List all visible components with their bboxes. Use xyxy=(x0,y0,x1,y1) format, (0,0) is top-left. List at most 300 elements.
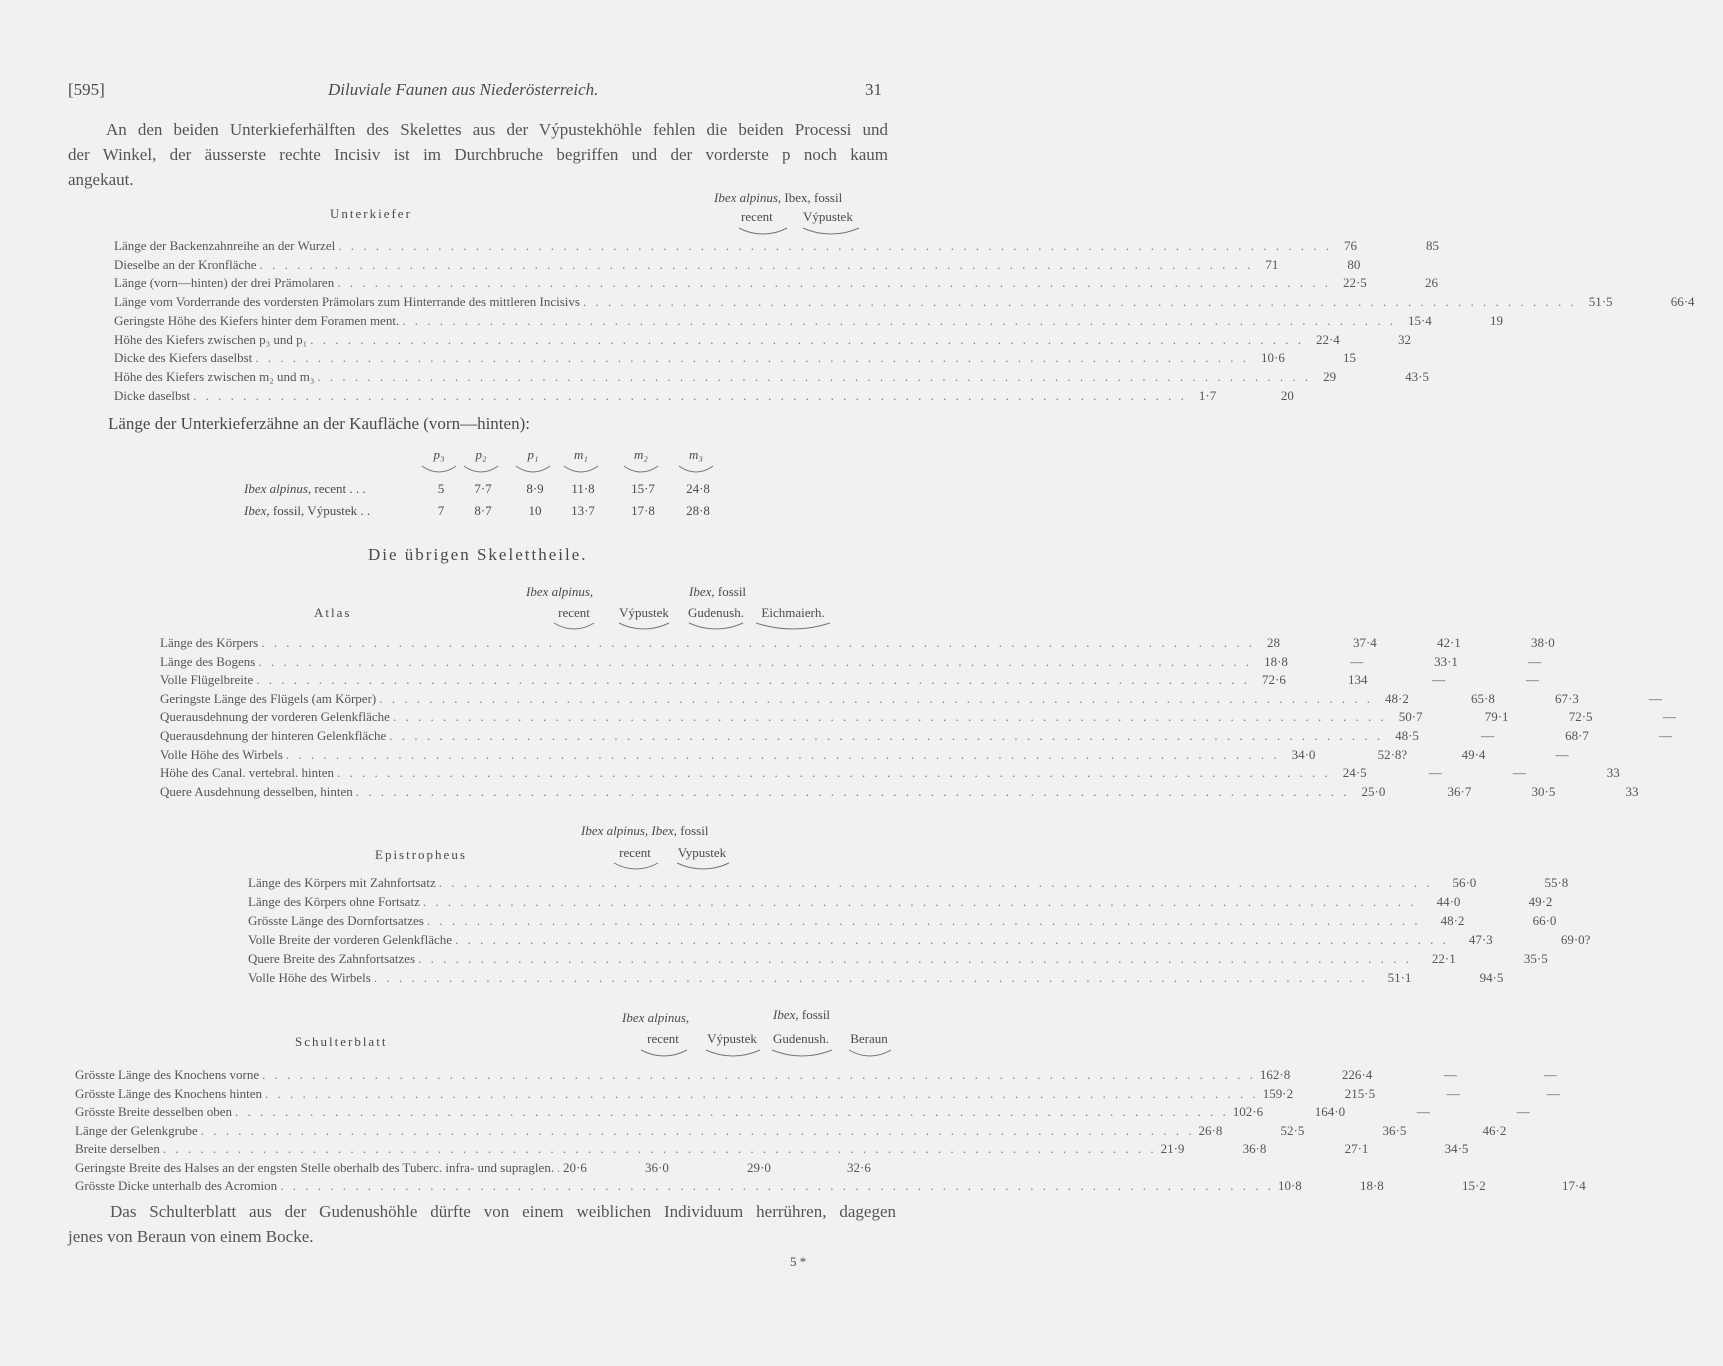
schulterblatt-row-value: — xyxy=(1516,1104,1530,1119)
schulterblatt-row-value: 18·8 xyxy=(1359,1178,1384,1193)
atlas-row-label: Länge des Bogens xyxy=(160,653,256,669)
atlas-row-value: — xyxy=(1350,653,1364,669)
atlas-row-values xyxy=(1250,671,1586,689)
epistropheus-row-value: 49·2 xyxy=(1528,894,1553,909)
atlas-row-value: — xyxy=(1659,728,1673,743)
leader-dots: . . . . . . . . . . . . . . . . . . . . . . . . . . . . . . . . . . . . . . . . . . . . . . . . . . . . . . . . . . . . . . . . . . . . . . . . . . . . . . . . xyxy=(280,1178,1274,1193)
table1-row-value: 71 xyxy=(1265,256,1279,272)
atlas-row-values xyxy=(1373,690,1709,708)
teeth-col-brace xyxy=(563,465,599,473)
table1-row-value: 20 xyxy=(1280,387,1294,403)
table1-row-values xyxy=(1396,312,1536,330)
teeth-value: 24·8 xyxy=(686,481,710,496)
schulterblatt-row-value: 10·8 xyxy=(1277,1178,1302,1193)
leader-dots: . . . . . . . . . . . . . . . . . . . . . . . . . . . . . . . . . . . . . . . . . . . . . . . . . . . . . . . . . . . . . . . . . . . . . . . . . . . . . . . . xyxy=(373,970,1368,985)
table1-row-value: 66·4 xyxy=(1670,294,1695,310)
schulterblatt-row-value: 27·1 xyxy=(1344,1141,1369,1156)
teeth-col-brace xyxy=(623,465,659,473)
atlas-row-value: — xyxy=(1649,690,1662,706)
atlas-row-value: 33 xyxy=(1606,765,1620,781)
schulterblatt-row-label: Breite derselben xyxy=(75,1141,160,1156)
schulterblatt-row-value: 26·8 xyxy=(1198,1122,1223,1138)
table1-row-value: 76 xyxy=(1343,238,1357,253)
leader-dots: . . . . . . . . . . . . . . . . . . . . . . . . . . . . . . . . . . . . . . . . . . . . . . . . . . . . . . . . . . . . . . . . . . . . . . . . . . . . . . . . xyxy=(235,1104,1229,1119)
schulterblatt-row-values xyxy=(1256,1066,1594,1084)
epistropheus-row-label: Quere Breite des Zahnfortsatzes xyxy=(248,951,416,966)
epistropheus-row-values xyxy=(1432,874,1604,892)
schulterblatt-row-label: Grösste Breite desselben oben xyxy=(75,1104,233,1119)
outro-line-1: Das Schulterblatt aus der Gudenushöhle dürfte von einem weiblichen Individuum herrühren, dagegen xyxy=(110,1202,896,1221)
epistropheus-row-value: 69·0? xyxy=(1560,932,1591,947)
table1-row-values xyxy=(1311,368,1451,386)
schulterblatt-title: Schulterblatt xyxy=(295,1034,388,1049)
teeth-value: 10 xyxy=(528,503,542,518)
leader-dots: . . . . . . . . . . . . . . . . . . . . . . . . . . . . . . . . . . . . . . . . . . . . . . . . . . . . . . . . . . . . . . . . . . . . . . . . . . . . . . . . xyxy=(259,256,1254,272)
schulterblatt-row-values xyxy=(1259,1085,1597,1103)
epistropheus-row xyxy=(248,931,1591,949)
schulterblatt-row-value: 32·6 xyxy=(847,1159,871,1175)
schulterblatt-row-value: 17·4 xyxy=(1561,1178,1586,1193)
schulter-col-header: Výpustek xyxy=(707,1031,757,1046)
atlas-row xyxy=(160,708,1676,726)
teeth-value: 11·8 xyxy=(571,481,595,496)
table1-row xyxy=(114,349,1357,367)
schulter-group2-name: Ibex, xyxy=(773,1007,799,1022)
table1-row-value: 29 xyxy=(1323,368,1337,384)
epi-col-header: Vypustek xyxy=(677,845,727,860)
leader-dots: . . . . . . . . . . . . . . . . . . . . . . . . . . . . . . . . . . . . . . . . . . . . . . . . . . . . . . . . . . . . . . . . . . . . . . . . . . . . . . . . xyxy=(389,728,1384,743)
atlas-row-value: 24·5 xyxy=(1342,765,1367,781)
teeth-col-header: m₂ xyxy=(634,447,648,462)
teeth-value: 17·8 xyxy=(631,503,655,518)
schulterblatt-row-value: 34·5 xyxy=(1444,1141,1469,1156)
atlas-row xyxy=(160,783,1639,801)
table1-title: Unterkiefer xyxy=(330,206,412,221)
outro-line-2: jenes von Beraun von einem Bocke. xyxy=(68,1227,314,1246)
atlas-row-value: 48·5 xyxy=(1395,728,1419,743)
table1-brace-1 xyxy=(738,227,788,235)
leader-dots: . . . . . . . . . . . . . . . . . . . . . . . . . . . . . . . . . . . . . . . . . . . . . . . . . . . . . . . . . . . . . . . . . . . . . . . . . . . . . . . . xyxy=(265,1085,1259,1101)
outro-paragraph xyxy=(68,1199,896,1249)
schulterblatt-row-value: 15·2 xyxy=(1461,1178,1486,1193)
teeth-species: Ibex, xyxy=(244,503,270,518)
schulter-col-brace xyxy=(705,1049,761,1057)
table1-row xyxy=(114,237,1439,255)
epistropheus-row xyxy=(248,874,1569,892)
schulterblatt-row-values xyxy=(1194,1122,1532,1140)
atlas-row-values xyxy=(1255,634,1591,652)
schulterblatt-row-value: 164·0 xyxy=(1314,1104,1346,1119)
epi-col-brace xyxy=(613,862,659,870)
schulterblatt-row-values xyxy=(1274,1177,1612,1195)
teeth-value: 5 xyxy=(437,481,445,496)
atlas-row-value: — xyxy=(1432,672,1446,688)
epistropheus-row xyxy=(248,950,1548,968)
table1-row xyxy=(114,312,1503,330)
atlas-row-value: 134 xyxy=(1348,672,1368,688)
atlas-row xyxy=(160,746,1569,764)
table1-row xyxy=(114,331,1411,349)
signature-mark: 5 * xyxy=(790,1254,807,1269)
teeth-col-header: p₂ xyxy=(475,447,487,462)
table1-group-header xyxy=(714,190,842,206)
teeth-row-label xyxy=(244,481,366,497)
schulterblatt-row xyxy=(75,1085,1560,1103)
schulterblatt-row-value: 159·2 xyxy=(1262,1085,1294,1101)
table1-row-values xyxy=(1253,256,1393,274)
atlas-row-value: 38·0 xyxy=(1530,635,1555,650)
atlas-row-values xyxy=(1280,746,1616,764)
teeth-col-header: p₃ xyxy=(433,447,445,462)
atlas-group2 xyxy=(689,584,746,600)
teeth-col-brace xyxy=(678,465,714,473)
atlas-col-header: Výpustek xyxy=(619,605,669,620)
atlas-row-value: 37·4 xyxy=(1352,635,1377,650)
teeth-value: 8·7 xyxy=(474,503,492,518)
teeth-value: 7 xyxy=(437,503,445,518)
leader-dots: . . . . . . . . . . . . . . . . . . . . . . . . . . . . . . . . . . . . . . . . . . . . . . . . . . . . . . . . . . . . . . . . . . . . . . . . . . . . . . . . xyxy=(422,894,1417,909)
leader-dots: . . . . . . . . . . . . . . . . . . . . . . . . . . . . . . . . . . . . . . . . . . . . . . . . . . . . . . . . . . . . . . . . . . . . . . . . . . . . . . . . xyxy=(337,765,1331,781)
table1-row-label: Dicke daselbst xyxy=(114,387,191,403)
running-title: Diluviale Faunen aus Niederösterreich. xyxy=(328,80,599,99)
leader-dots: . . . . . . . . . . . . . . . . . . . . . . . . . . . . . . . . . . . . . . . . . . . . . . . . . . . . . . . . . . . . . . . . . . . . . . . . . . . . . . . . xyxy=(256,672,1251,688)
atlas-row xyxy=(160,671,1540,689)
atlas-row-value: 49·4 xyxy=(1461,746,1486,762)
schulter-group1: Ibex alpinus, xyxy=(622,1010,690,1025)
table1-row-label: Höhe des Kiefers zwischen p₃ und p₁ xyxy=(114,331,308,347)
epistropheus-row-value: 56·0 xyxy=(1452,875,1477,890)
atlas-row-label: Volle Flügelbreite xyxy=(160,672,254,688)
atlas-row-values xyxy=(1252,653,1588,671)
table1-row-values xyxy=(1187,387,1327,405)
section-heading: Die übrigen Skelettheile. xyxy=(368,545,588,564)
table1-row xyxy=(114,274,1438,292)
atlas-row-label: Länge des Körpers xyxy=(160,635,259,650)
table1-row-label: Höhe des Kiefers zwischen m₂ und m₃ xyxy=(114,368,315,384)
epistropheus-row xyxy=(248,912,1557,930)
table1-row-label: Dieselbe an der Kronfläche xyxy=(114,256,257,272)
page-marker: [595] xyxy=(68,80,105,99)
leader-dots: . . . . . . . . . . . . . . . . . . . . . . . . . . . . . . . . . . . . . . . . . . . . . . . . . . . . . . . . . . . . . . . . . . . . . . . . . . . . . . . . xyxy=(193,387,1187,403)
epistropheus-row-label: Länge des Körpers mit Zahnfortsatz xyxy=(248,875,436,890)
atlas-row-value: 65·8 xyxy=(1471,690,1495,706)
atlas-row-value: — xyxy=(1662,709,1676,725)
table1-row xyxy=(114,368,1429,386)
atlas-row-value: — xyxy=(1526,672,1540,688)
epistropheus-row-values xyxy=(1368,969,1540,987)
table1-row-label: Geringste Höhe des Kiefers hinter dem Foramen ment. xyxy=(114,312,400,328)
epistropheus-row-values xyxy=(1417,893,1589,911)
schulterblatt-row-values xyxy=(559,1159,897,1177)
table1-row xyxy=(114,387,1294,405)
epistropheus-row-value: 66·0 xyxy=(1532,913,1557,928)
teeth-value: 28·8 xyxy=(686,503,710,518)
epistropheus-group-header xyxy=(581,823,708,839)
table1-row-value: 22·5 xyxy=(1342,275,1367,291)
epistropheus-row-label: Volle Höhe des Wirbels xyxy=(248,970,371,985)
table1-row-value: 32 xyxy=(1397,331,1411,347)
table1-row-value: 51·5 xyxy=(1588,294,1613,310)
atlas-row xyxy=(160,653,1542,671)
table1-row-label: Länge der Backenzahnreihe an der Wurzel xyxy=(114,238,336,253)
schulterblatt-row-label: Geringste Breite des Halses an der engsten Stelle oberhalb des Tuberc. infra- und supraglen. xyxy=(75,1159,555,1175)
schulterblatt-row-value: 162·8 xyxy=(1259,1067,1291,1082)
schulterblatt-row-label: Grösste Länge des Knochens vorne xyxy=(75,1067,260,1082)
atlas-row xyxy=(160,634,1555,652)
teeth-col-brace xyxy=(515,465,551,473)
schulterblatt-row xyxy=(75,1159,897,1177)
atlas-row-label: Querausdehnung der hinteren Gelenkfläche xyxy=(160,728,387,743)
table1-row-value: 80 xyxy=(1347,256,1361,272)
table1-row-values xyxy=(1331,274,1471,292)
leader-dots: . . . . . . . . . . . . . . . . . . . . . . . . . . . . . . . . . . . . . . . . . . . . . . . . . . . . . . . . . . . . . . . . . . . . . . . . . . . . . . . . xyxy=(402,312,1396,328)
atlas-row xyxy=(160,764,1620,782)
epistropheus-title: Epistropheus xyxy=(375,847,467,862)
schulterblatt-row-value: 36·8 xyxy=(1242,1141,1267,1156)
atlas-row-value: 30·5 xyxy=(1531,783,1556,799)
schulter-col-header: Beraun xyxy=(850,1031,888,1046)
table1-row-value: 26 xyxy=(1424,275,1438,291)
table1-row-value: 15·4 xyxy=(1407,312,1432,328)
atlas-col-brace xyxy=(688,622,744,630)
atlas-row-value: 18·8 xyxy=(1264,653,1288,669)
atlas-col-brace xyxy=(618,622,670,630)
schulter-col-brace xyxy=(771,1049,833,1057)
schulter-col-brace xyxy=(640,1049,688,1057)
schulterblatt-row-values xyxy=(1157,1140,1495,1158)
schulterblatt-row-value: 46·2 xyxy=(1482,1122,1507,1138)
schulter-group2 xyxy=(773,1007,830,1023)
table1-row-values xyxy=(1249,349,1389,367)
atlas-row-label: Querausdehnung der vorderen Gelenkfläche xyxy=(160,709,390,725)
schulter-col-header: recent xyxy=(647,1031,679,1046)
table1-row-value: 85 xyxy=(1425,238,1439,253)
atlas-row-value: 79·1 xyxy=(1484,709,1509,725)
schulterblatt-row-value: 21·9 xyxy=(1160,1141,1185,1156)
epistropheus-row-value: 48·2 xyxy=(1440,913,1465,928)
atlas-col-header: Eichmaierh. xyxy=(761,605,825,620)
leader-dots: . . . . . . . . . . . . . . . . . . . . . . . . . . . . . . . . . . . . . . . . . . . . . . . . . . . . . . . . . . . . . . . . . . . . . . . . . . . . . . . . xyxy=(582,294,1577,310)
schulterblatt-row xyxy=(75,1066,1557,1084)
schulter-group2-fossil: fossil xyxy=(801,1007,831,1022)
teeth-source: fossil, Výpustek . . xyxy=(272,503,371,518)
atlas-row-value: 72·6 xyxy=(1262,672,1286,688)
table1-row-label: Dicke des Kiefers daselbst xyxy=(114,350,253,366)
atlas-row-value: — xyxy=(1481,728,1495,743)
schulterblatt-row-value: — xyxy=(1446,1085,1460,1101)
atlas-row-value: 36·7 xyxy=(1447,783,1472,799)
table1-row-value: 19 xyxy=(1489,312,1503,328)
table1-group1: Ibex alpinus, xyxy=(714,190,782,205)
leader-dots: . . . . . . . . . . . . . . . . . . . . . . . . . . . . . . . . . . . . . . . . . . . . . . . . . . . . . . . . . . . . . . . . . . . . . . . . . . . . . . . . xyxy=(261,635,1255,650)
schulterblatt-row-value: 36·0 xyxy=(645,1159,669,1175)
epistropheus-row-value: 35·5 xyxy=(1523,951,1548,966)
atlas-row-value: 33 xyxy=(1625,783,1639,799)
schulterblatt-row-value: — xyxy=(1543,1067,1557,1082)
atlas-row-label: Geringste Länge des Flügels (am Körper) xyxy=(160,690,377,706)
epistropheus-row-values xyxy=(1449,931,1621,949)
schulterblatt-row-label: Länge der Gelenkgrube xyxy=(75,1122,198,1138)
epistropheus-row-value: 44·0 xyxy=(1436,894,1461,909)
leader-dots: . . . . . . . . . . . . . . . . . . . . . . . . . . . . . . . . . . . . . . . . . . . . . . . . . . . . . . . . . . . . . . . . . . . . . . . . . . . . . . . . xyxy=(455,932,1449,947)
table1-col-vypustek: Výpustek xyxy=(803,209,853,224)
atlas-row-value: 72·5 xyxy=(1568,709,1593,725)
epi-col-header: recent xyxy=(619,845,651,860)
atlas-row-values xyxy=(1387,708,1723,726)
teeth-col-brace xyxy=(421,465,457,473)
intro-paragraph xyxy=(68,117,888,192)
teeth-heading: Länge der Unterkieferzähne an der Kaufläche (vorn—hinten): xyxy=(108,414,530,433)
epi-col-brace xyxy=(676,862,730,870)
atlas-title: Atlas xyxy=(314,605,352,620)
schulterblatt-row xyxy=(75,1103,1530,1121)
schulterblatt-row-values xyxy=(1229,1103,1567,1121)
intro-line-3: angekaut. xyxy=(68,170,134,189)
atlas-col-header: Gudenush. xyxy=(688,605,744,620)
atlas-col-header: recent xyxy=(558,605,590,620)
leader-dots: . . . . . . . . . . . . . . . . . . . . . . . . . . . . . . . . . . . . . . . . . . . . . . . . . . . . . . . . . . . . . . . . . . . . . . . . . . . . . . . . xyxy=(337,275,1331,291)
table1-row xyxy=(114,293,1695,311)
atlas-row-value: 52·8? xyxy=(1377,746,1408,762)
epi-group1: Ibex alpinus, xyxy=(581,823,649,838)
epistropheus-row xyxy=(248,969,1504,987)
table1-brace-2 xyxy=(802,227,860,235)
table1-row-value: 10·6 xyxy=(1261,350,1285,366)
atlas-group2-fossil: fossil xyxy=(717,584,747,599)
table1-row-values xyxy=(1304,331,1444,349)
table1-row-label: Länge (vorn—hinten) der drei Prämolaren xyxy=(114,275,335,291)
epistropheus-row-label: Grösste Länge des Dornfortsatzes xyxy=(248,913,424,928)
schulter-col-header: Gudenush. xyxy=(773,1031,829,1046)
schulterblatt-row-value: 52·5 xyxy=(1280,1122,1305,1138)
teeth-value: 15·7 xyxy=(631,481,655,496)
epistropheus-row-value: 47·3 xyxy=(1468,932,1493,947)
schulterblatt-row-value: 226·4 xyxy=(1341,1067,1373,1082)
teeth-value: 8·9 xyxy=(526,481,544,496)
table1-row-values xyxy=(1332,237,1472,255)
table1-row-value: 22·4 xyxy=(1315,331,1340,347)
table1-row-value: 15 xyxy=(1343,350,1357,366)
table1-group2: Ibex, fossil xyxy=(784,190,843,205)
leader-dots: . . . . . . . . . . . . . . . . . . . . . . . . . . . . . . . . . . . . . . . . . . . . . . . . . . . . . . . . . . . . . . . . . . . . . . . . . . . . . . . . xyxy=(162,1141,1157,1156)
teeth-col-header: m₁ xyxy=(574,447,588,462)
leader-dots: . . . . . . . . . . . . . . . . . . . . . . . . . . . . . . . . . . . . . . . . . . . . . . . . . . . . . . . . . . . . . . . . . . . . . . . . . . . . . . . . xyxy=(255,350,1250,366)
leader-dots: . . . . . . . . . . . . . . . . . . . . . . . . . . . . . . . . . . . . . . . . . . . . . . . . . . . . . . . . . . . . . . . . . . . . . . . . . . . . . . . . xyxy=(355,783,1350,799)
page-number: 31 xyxy=(865,80,882,99)
intro-line-1: An den beiden Unterkieferhälften des Skelettes aus der Výpustekhöhle fehlen die beiden Processi und xyxy=(106,120,888,139)
table1-row-values xyxy=(1577,293,1717,311)
atlas-row-value: 33·1 xyxy=(1434,653,1458,669)
epistropheus-row xyxy=(248,893,1553,911)
atlas-row-value: 25·0 xyxy=(1361,783,1386,799)
schulterblatt-row-value: 20·6 xyxy=(563,1159,587,1175)
schulterblatt-row-value: — xyxy=(1546,1085,1560,1101)
teeth-col-brace xyxy=(463,465,499,473)
teeth-source: recent . . . xyxy=(314,481,366,496)
epistropheus-row-value: 55·8 xyxy=(1544,875,1569,890)
leader-dots: . . . . . . . . . . . . . . . . . . . . . . . . . . . . . . . . . . . . . . . . . . . . . . . . . . . . . . . . . . . . . . . . . . . . . . . . . . . . . . . . xyxy=(310,331,1304,347)
epi-group2: Ibex, xyxy=(651,823,678,838)
atlas-row xyxy=(160,727,1673,745)
teeth-col-header: m₃ xyxy=(689,447,703,462)
table1-row-value: 43·5 xyxy=(1405,368,1429,384)
epistropheus-row-value: 94·5 xyxy=(1479,970,1504,985)
atlas-row-value: 28 xyxy=(1266,635,1280,650)
leader-dots: . . . . . . . . . . . . . . . . . . . . . . . . . . . . . . . . . . . . . . . . . . . . . . . . . . . . . . . . . . . . . . . . . . . . . . . . . . . . . . . . xyxy=(426,913,1421,928)
leader-dots: . . . . . . . . . . . . . . . . . . . . . . . . . . . . . . . . . . . . . . . . . . . . . . . . . . . . . . . . . . . . . . . . . . . . . . . . . . . . . . . . xyxy=(285,746,1280,762)
teeth-species: Ibex alpinus, xyxy=(244,481,312,496)
schulterblatt-row xyxy=(75,1140,1469,1158)
atlas-row-value: — xyxy=(1555,746,1569,762)
schulterblatt-row-label: Grösste Länge des Knochens hinten xyxy=(75,1085,263,1101)
schulterblatt-row-value: 29·0 xyxy=(747,1159,771,1175)
table1-row-label: Länge vom Vorderrande des vordersten Prämolars zum Hinterrande des mittleren Incisivs xyxy=(114,294,580,310)
atlas-row-value: 68·7 xyxy=(1565,728,1589,743)
teeth-value: 7·7 xyxy=(474,481,492,496)
atlas-row-values xyxy=(1331,764,1667,782)
epistropheus-row-label: Länge des Körpers ohne Fortsatz xyxy=(248,894,420,909)
leader-dots: . . . . . . . . . . . . . . . . . . . . . . . . . . . . . . . . . . . . . . . . . . . . . . . . . . . . . . . . . . . . . . . . . . . . . . . . . . . . . . . . xyxy=(379,690,1373,706)
atlas-row-values xyxy=(1350,783,1686,801)
atlas-row-value: 67·3 xyxy=(1555,690,1579,706)
atlas-row-value: 42·1 xyxy=(1436,635,1461,650)
schulterblatt-row-value: — xyxy=(1416,1104,1430,1119)
leader-dots: . . . . . . . . . . . . . . . . . . . . . . . . . . . . . . . . . . . . . . . . . . . . . . . . . . . . . . . . . . . . . . . . . . . . . . . . . . . . . . . . xyxy=(418,951,1412,966)
atlas-row-value: 34·0 xyxy=(1291,746,1316,762)
leader-dots: . . . . . . . . . . . . . . . . . . . . . . . . . . . . . . . . . . . . . . . . . . . . . . . . . . . . . . . . . . . . . . . . . . . . . . . . . . . . . . . . xyxy=(262,1067,1256,1082)
atlas-row-values xyxy=(1383,727,1719,745)
atlas-col-brace xyxy=(755,622,831,630)
intro-line-2: der Winkel, der äusserste rechte Incisiv ist im Durchbruche begriffen und der vorderste p noch kaum xyxy=(68,145,888,164)
table1-row-value: 1·7 xyxy=(1198,387,1217,403)
atlas-group2-name: Ibex, xyxy=(689,584,715,599)
schulterblatt-row xyxy=(75,1177,1586,1195)
atlas-row xyxy=(160,690,1662,708)
atlas-group1: Ibex alpinus, xyxy=(526,584,594,599)
leader-dots: . . . . . . . . . . . . . . . . . . . . . . . . . . . . . . . . . . . . . . . . . . . . . . . . . . . . . . . . . . . . . . . . . . . . . . . . . . . . . . . . xyxy=(338,238,1332,253)
epistropheus-row-value: 51·1 xyxy=(1387,970,1412,985)
atlas-row-value: 50·7 xyxy=(1398,709,1423,725)
atlas-row-label: Höhe des Canal. vertebral. hinten xyxy=(160,765,334,781)
epistropheus-row-values xyxy=(1412,950,1584,968)
table1-col-recent: recent xyxy=(741,209,773,224)
leader-dots: . . . . . . . . . . . . . . . . . . . . . . . . . . . . . . . . . . . . . . . . . . . . . . . . . . . . . . . . . . . . . . . . . . . . . . . . . . . . . . . . xyxy=(392,709,1387,725)
atlas-row-value: — xyxy=(1528,653,1542,669)
teeth-row-label xyxy=(244,503,370,519)
atlas-row-value: 48·2 xyxy=(1385,690,1409,706)
schulterblatt-row xyxy=(75,1122,1507,1140)
leader-dots: . . . . . . . . . . . . . . . . . . . . . . . . . . . . . . . . . . . . . . . . . . . . . . . . . . . . . . . . . . . . . . . . . . . . . . . . . . . . . . . . xyxy=(317,368,1312,384)
schulterblatt-row-value: 102·6 xyxy=(1232,1104,1264,1119)
atlas-col-brace xyxy=(553,622,595,630)
schulterblatt-row-value: — xyxy=(1443,1067,1457,1082)
schulterblatt-row-value: 215·5 xyxy=(1344,1085,1376,1101)
epistropheus-row-value: 22·1 xyxy=(1431,951,1456,966)
epistropheus-row-values xyxy=(1421,912,1593,930)
atlas-row-label: Volle Höhe des Wirbels xyxy=(160,746,283,762)
atlas-row-value: — xyxy=(1512,765,1526,781)
schulterblatt-row-label: Grösste Dicke unterhalb des Acromion xyxy=(75,1178,278,1193)
schulterblatt-row-value: 36·5 xyxy=(1382,1122,1407,1138)
leader-dots: . . . . . . . . . . . . . . . . . . . . . . . . . . . . . . . . . . . . . . . . . . . . . . . . . . . . . . . . . . . . . . . . . . . . . . . . . . . . . . . . xyxy=(438,875,1433,890)
schulter-col-brace xyxy=(848,1049,892,1057)
teeth-value: 13·7 xyxy=(571,503,595,518)
leader-dots: . . . . . . . . . . . . . . . . . . . . . . . . . . . . . . . . . . . . . . . . . . . . . . . . . . . . . . . . . . . . . . . . . . . . . . . . . . . . . . . . xyxy=(200,1122,1195,1138)
teeth-col-header: p₁ xyxy=(527,447,539,462)
epi-group2-fossil: fossil xyxy=(680,823,709,838)
table1-row xyxy=(114,256,1361,274)
atlas-row-label: Quere Ausdehnung desselben, hinten xyxy=(160,783,353,799)
